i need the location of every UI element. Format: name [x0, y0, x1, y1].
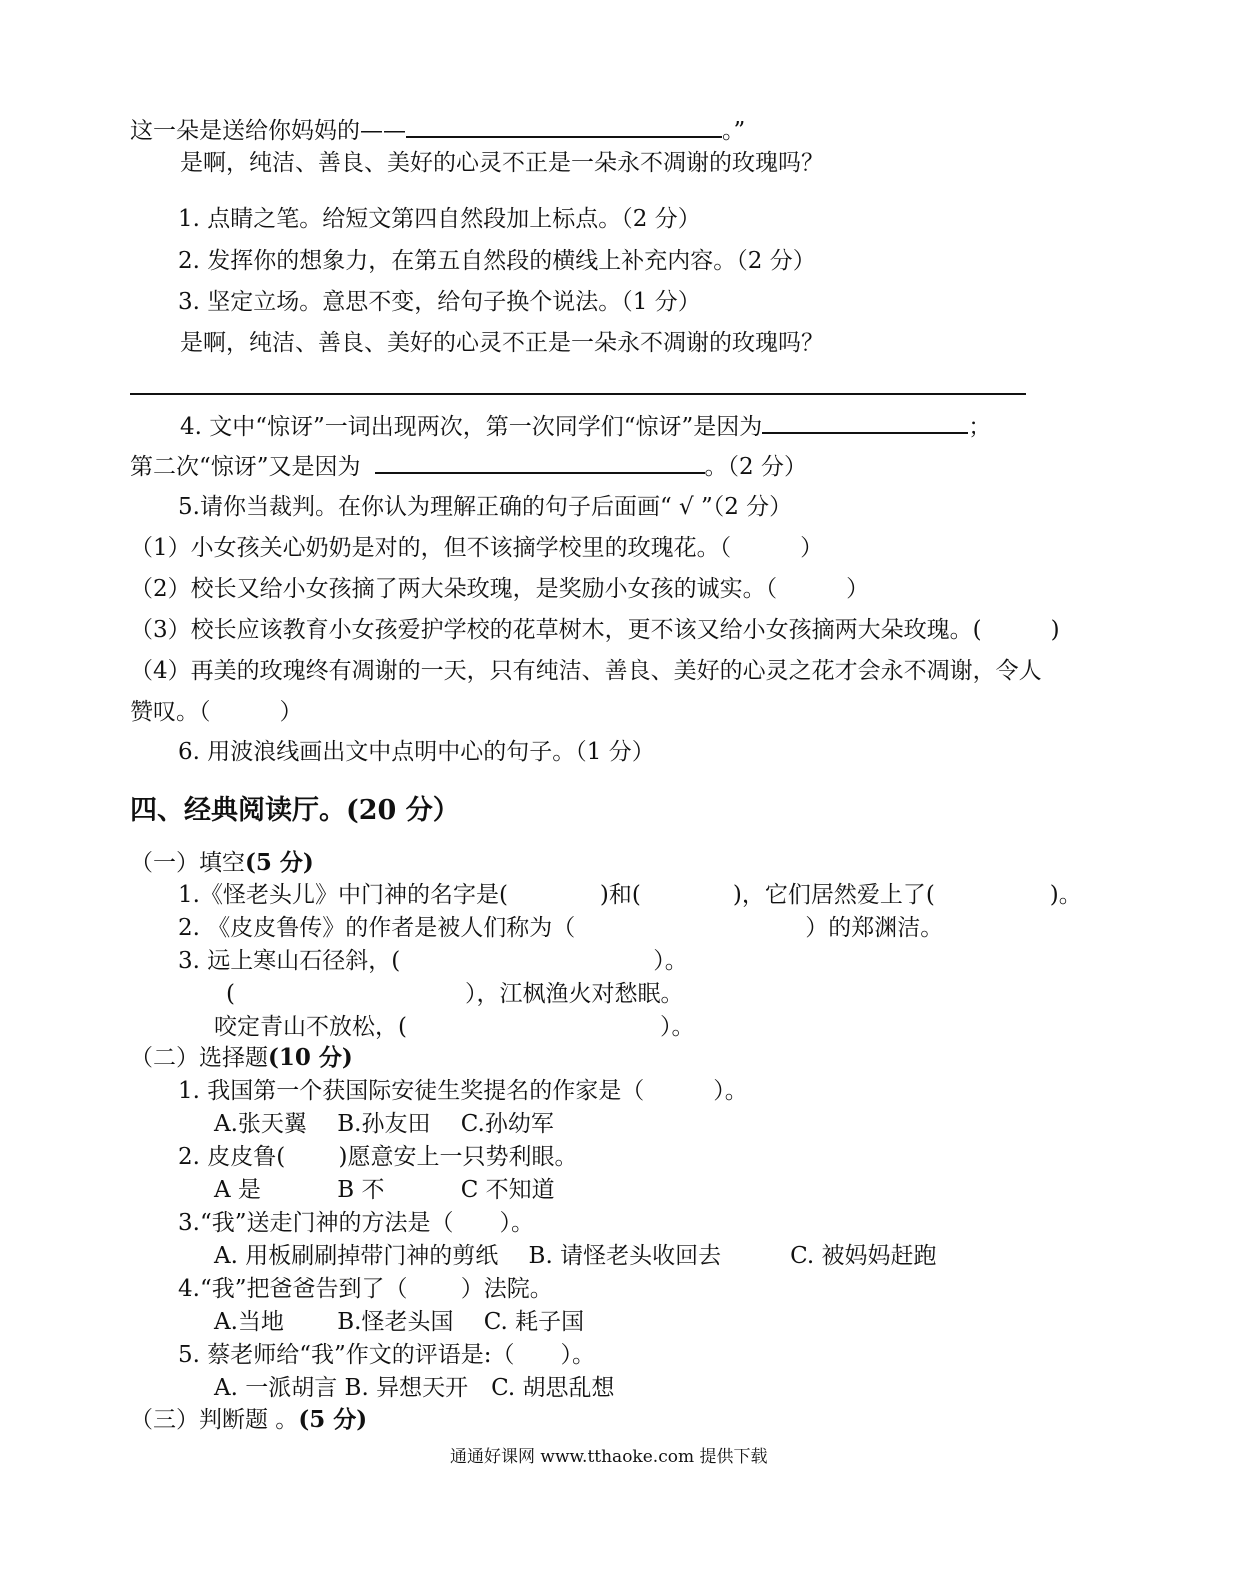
question-4-line-1	[180, 410, 991, 442]
question-5-item-2: （2）校长又给小女孩摘了两大朵玫瑰，是奖励小女孩的诚实。（ ）	[130, 576, 870, 602]
choice-3-options: A. 用板刷刷掉带门神的剪纸 B. 请怪老头收回去 C. 被妈妈赶跑	[214, 1243, 937, 1269]
part-score: (5 分)	[298, 1406, 368, 1433]
part-title: （三）判断题 。	[130, 1407, 299, 1433]
fill-3c: 咬定青山不放松，( ）。	[214, 1014, 695, 1040]
question-2: 2. 发挥你的想象力，在第五自然段的横线上补充内容。（2 分）	[178, 248, 816, 274]
choice-1: 1. 我国第一个获国际安徒生奖提名的作家是（ ）。	[178, 1078, 748, 1104]
choice-2-options: A 是 B 不 C 不知道	[214, 1177, 555, 1203]
question-text: ；	[968, 414, 992, 440]
question-3: 3. 坚定立场。意思不变，给句子换个说法。（1 分）	[178, 289, 701, 315]
part-score: (5 分)	[245, 849, 314, 876]
choice-2: 2. 皮皮鲁( )愿意安上一只势利眼。	[178, 1144, 578, 1170]
question-4-line-2	[130, 450, 807, 482]
passage-line-1	[130, 114, 745, 146]
question-5-item-1: （1）小女孩关心奶奶是对的，但不该摘学校里的玫瑰花。（ ）	[130, 535, 824, 561]
part-title: （一）填空	[130, 850, 245, 876]
question-5-item-4: （4）再美的玫瑰终有凋谢的一天，只有纯洁、善良、美好的心灵之花才会永不凋谢，令人	[130, 658, 1042, 684]
part-score: (10 分)	[268, 1044, 353, 1071]
choice-4-options: A.当地 B.怪老头国 C. 耗子国	[214, 1309, 585, 1335]
section-4-title: 四、经典阅读厅。(20 分）	[130, 795, 460, 826]
passage-text: 。”	[722, 118, 746, 144]
passage-text: 这一朵是送给你妈妈的——	[130, 118, 406, 144]
choice-5: 5. 蔡老师给“我”作文的评语是:（ ）。	[178, 1342, 596, 1368]
question-6: 6. 用波浪线画出文中点明中心的句子。（1 分）	[178, 739, 655, 765]
question-1: 1. 点睛之笔。给短文第四自然段加上标点。（2 分）	[178, 206, 701, 232]
passage-line-2: 是啊，纯洁、善良、美好的心灵不正是一朵永不凋谢的玫瑰吗？	[180, 150, 824, 176]
answer-blank[interactable]	[375, 450, 705, 474]
question-5: 5.请你当裁判。在你认为理解正确的句子后面画“ √ ”（2 分）	[178, 494, 793, 520]
choice-4: 4.“我”把爸爸告到了（ ）法院。	[178, 1276, 553, 1302]
question-text: 4. 文中“惊讶”一词出现两次，第一次同学们“惊讶”是因为	[180, 414, 763, 440]
fill-1: 1.《怪老头儿》中门神的名字是( )和( )，它们居然爱上了( )。	[178, 882, 1082, 908]
question-text: 。（2 分）	[704, 454, 807, 480]
answer-line[interactable]	[130, 393, 1026, 395]
answer-blank[interactable]	[406, 114, 722, 138]
answer-blank[interactable]	[762, 410, 968, 434]
question-5-item-3: （3）校长应该教育小女孩爱护学校的花草树木，更不该又给小女孩摘两大朵玫瑰。( )	[130, 617, 1060, 643]
choice-1-options: A.张天翼 B.孙友田 C.孙幼军	[214, 1111, 554, 1137]
page-footer: 通通好课网 www.tthaoke.com 提供下载	[450, 1447, 768, 1467]
choice-3: 3.“我”送走门神的方法是（ ）。	[178, 1210, 534, 1236]
part-1-heading	[130, 848, 314, 878]
question-5-item-4-cont: 赞叹。（ ）	[130, 699, 303, 725]
part-title: （二）选择题	[130, 1045, 268, 1071]
fill-3b: ( ），江枫渔火对愁眠。	[226, 981, 684, 1007]
fill-3a: 3. 远上寒山石径斜，( ）。	[178, 948, 688, 974]
part-2-heading	[130, 1043, 353, 1073]
question-3-sentence: 是啊，纯洁、善良、美好的心灵不正是一朵永不凋谢的玫瑰吗？	[180, 330, 824, 356]
part-3-heading	[130, 1405, 367, 1435]
fill-2: 2. 《皮皮鲁传》的作者是被人们称为（ ）的郑渊洁。	[178, 915, 944, 941]
choice-5-options: A. 一派胡言 B. 异想天开 C. 胡思乱想	[214, 1375, 615, 1401]
question-text: 第二次“惊讶”又是因为	[130, 454, 361, 480]
